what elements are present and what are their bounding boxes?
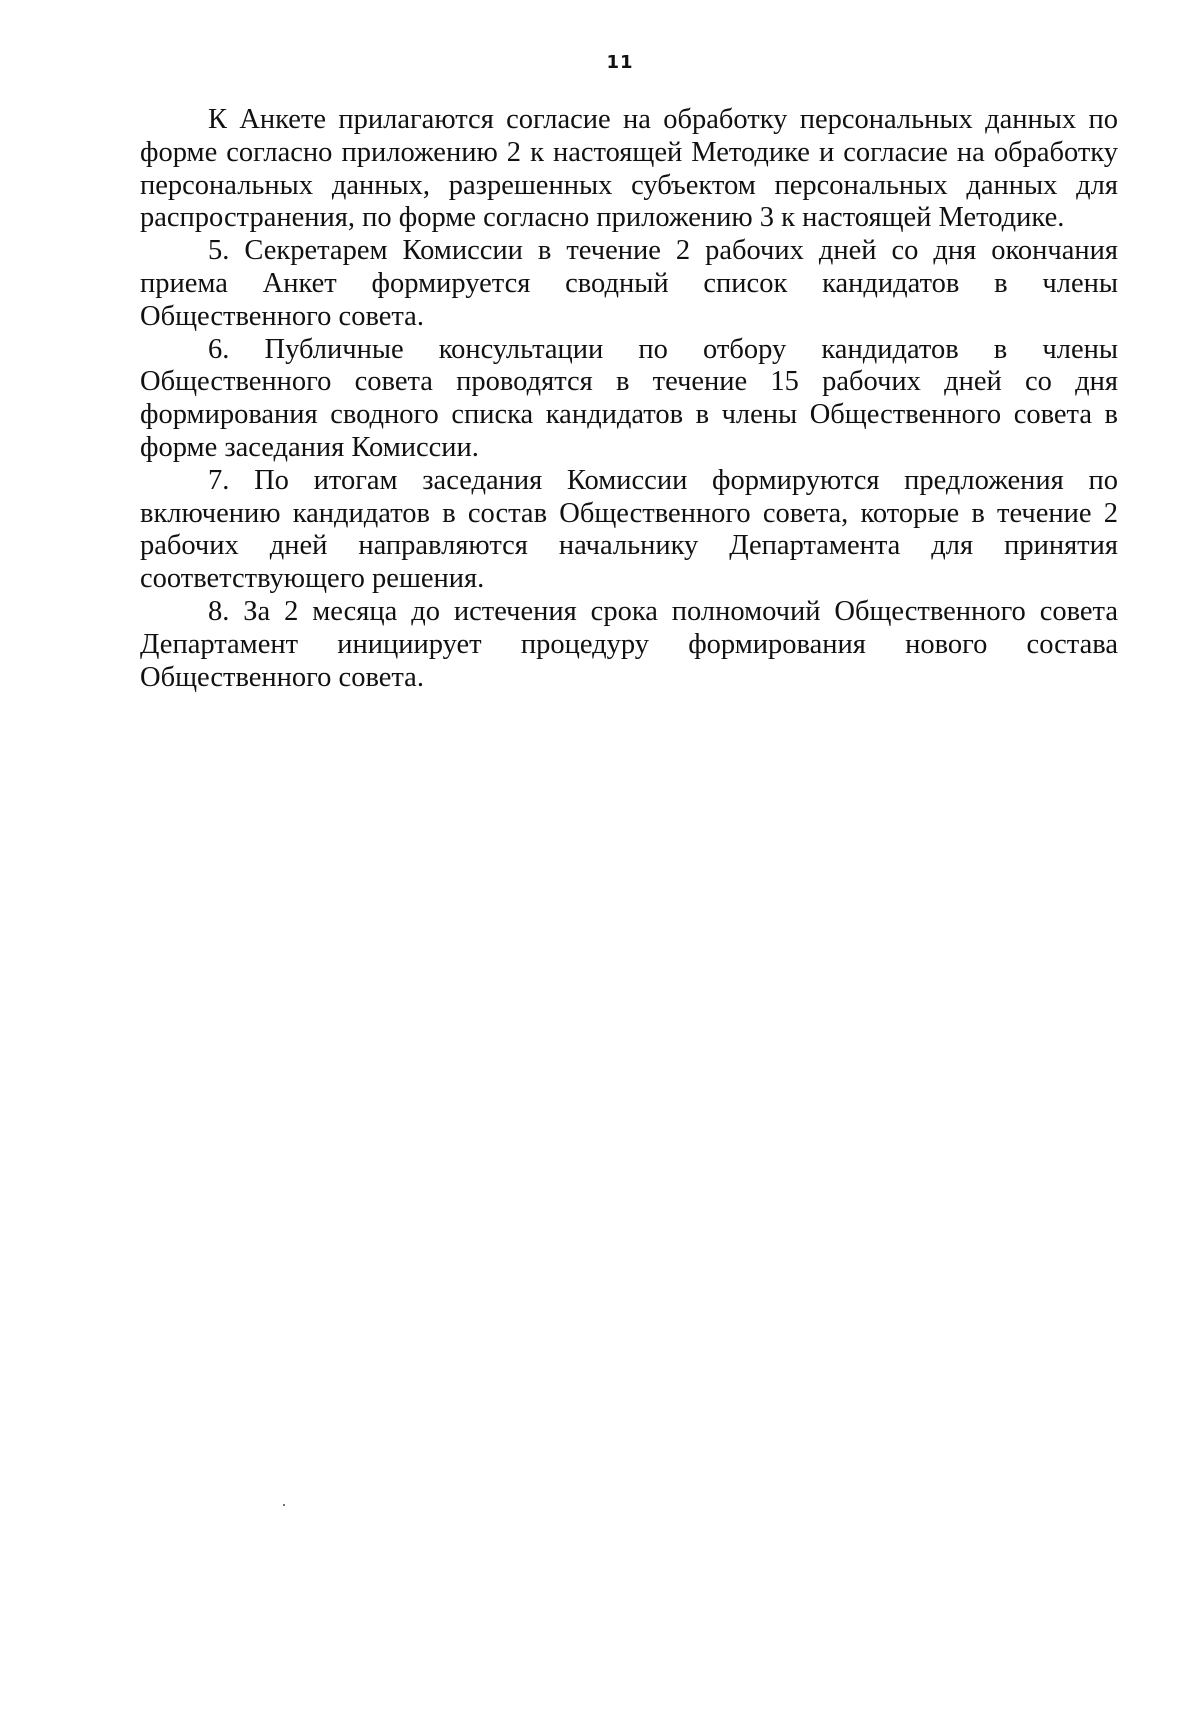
paragraph-attachments: К Анкете прилагаются согласие на обработку персональных данных по форме согласно приложению 2 к настоящей Методике и согласие на обработку персональных данных, разрешенных субъектом персональных данных для распространения, по форме согласно приложению 3 к настоящей Методике.: [140, 104, 1118, 234]
paragraph-item-6: 6. Публичные консультации по отбору кандидатов в члены Общественного совета проводятся в течение 15 рабочих дней со дня формирования сводного списка кандидатов в члены Общественного совета в форме заседания Комиссии.: [140, 333, 1118, 463]
paragraph-item-7: 7. По итогам заседания Комиссии формируются предложения по включению кандидатов в состав Общественного совета, которые в течение 2 рабочих дней направляются начальнику Департамента для принятия соответствующего решения.: [140, 464, 1118, 595]
paragraph-item-8: 8. За 2 месяца до истечения срока полномочий Общественного совета Департамент инициирует процедуру формирования нового состава Общественного совета.: [140, 595, 1118, 693]
page-number: 11: [606, 52, 634, 73]
scan-speck: [283, 1504, 285, 1506]
document-body: [140, 104, 1118, 694]
paragraph-item-5: 5. Секретарем Комиссии в течение 2 рабочих дней со дня окончания приема Анкет формируется сводный список кандидатов в члены Общественного совета.: [140, 235, 1118, 332]
